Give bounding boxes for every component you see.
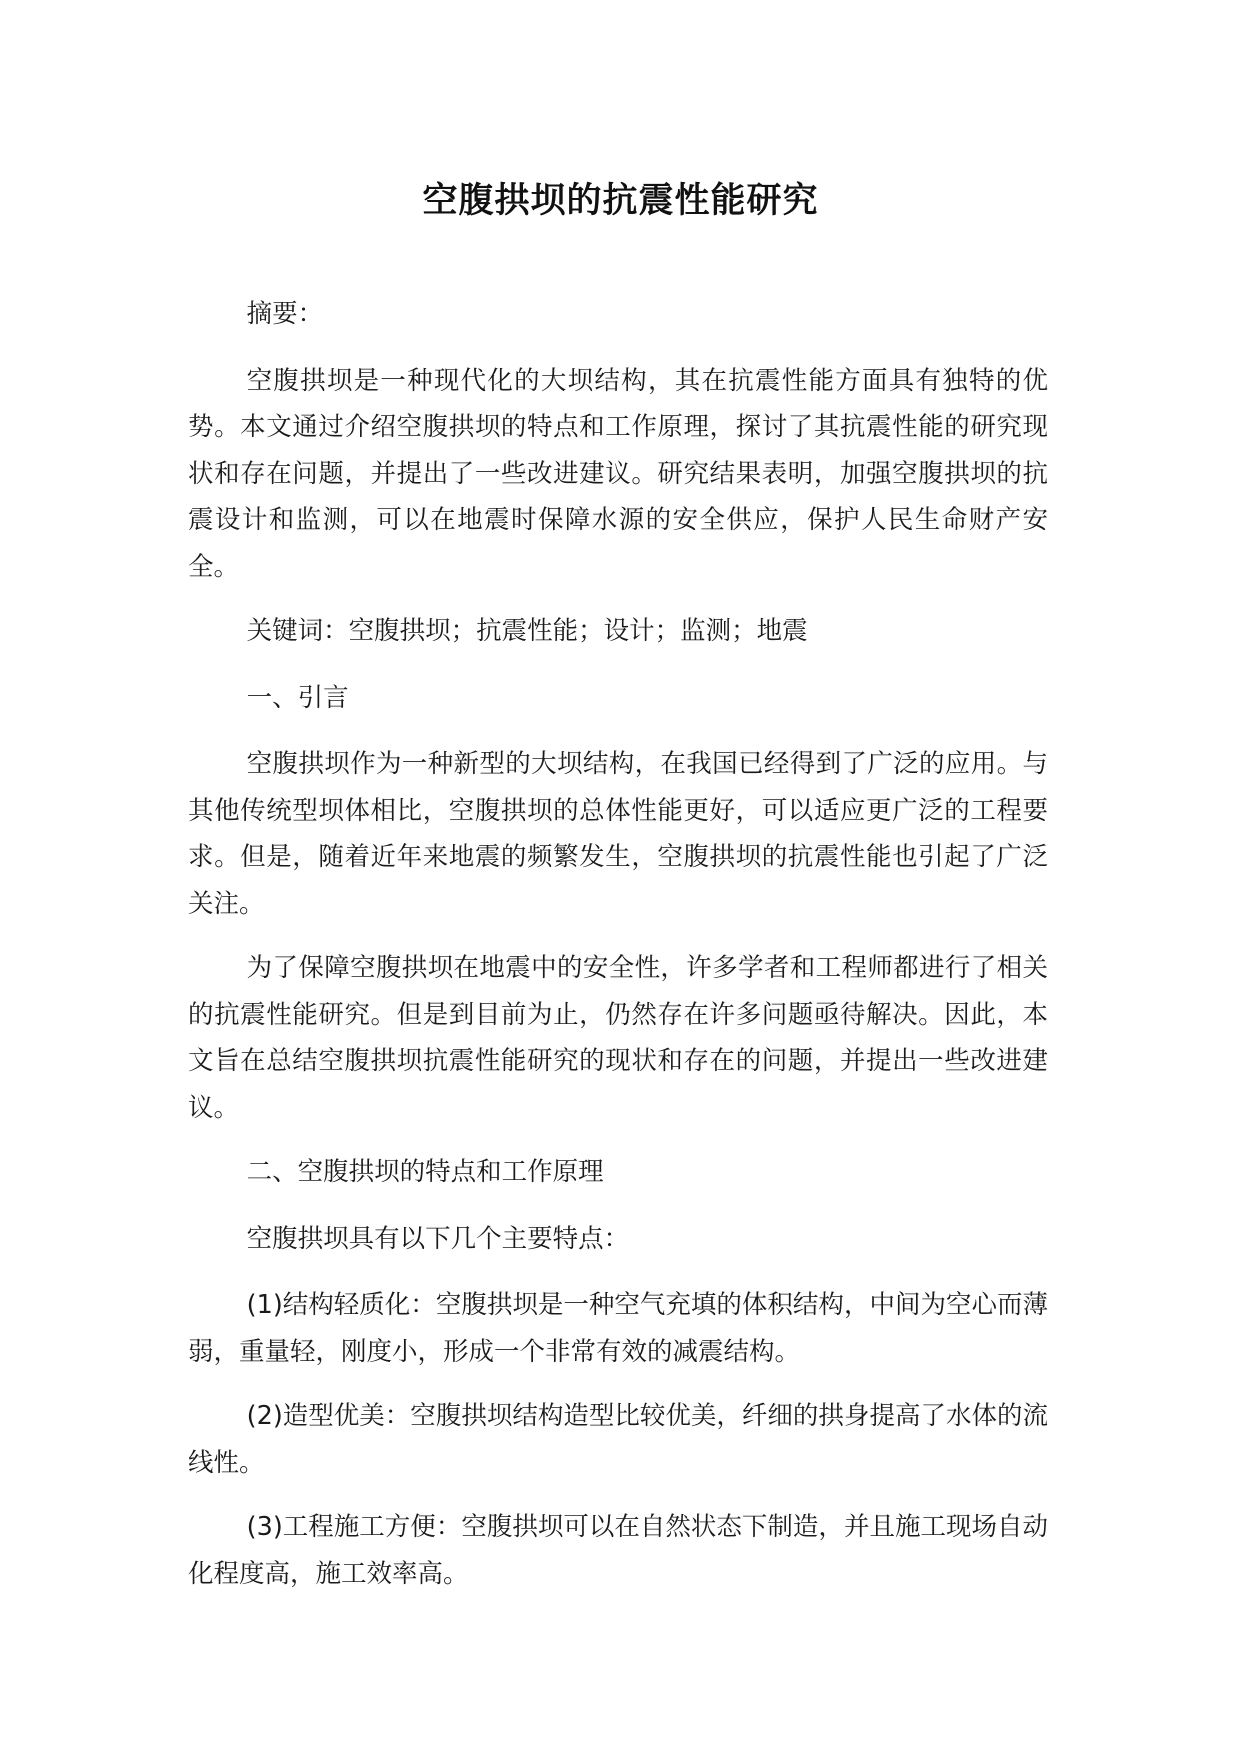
keywords-line: 关键词：空腹拱坝；抗震性能；设计；监测；地震	[246, 616, 808, 646]
introduction-paragraph-1: 空腹拱坝作为一种新型的大坝结构，在我国已经得到了广泛的应用。与其他传统型坝体相比，空腹拱坝的总体性能更好，可以适应更广泛的工程要求。但是，随着近年来地震的频繁发生，空腹拱坝的抗震性能也引起了广泛关注。	[188, 749, 1048, 919]
feature-item-2: (2)造型优美：空腹拱坝结构造型比较优美，纤细的拱身提高了水体的流线性。	[188, 1401, 1048, 1478]
abstract-paragraph: 空腹拱坝是一种现代化的大坝结构，其在抗震性能方面具有独特的优势。本文通过介绍空腹拱坝的特点和工作原理，探讨了其抗震性能的研究现状和存在问题，并提出了一些改进建议。研究结果表明，加强空腹拱坝的抗震设计和监测，可以在地震时保障水源的安全供应，保护人民生命财产安全。	[188, 365, 1048, 582]
abstract-heading: 摘要：	[246, 299, 324, 329]
feature-item-1: (1)结构轻质化：空腹拱坝是一种空气充填的体积结构，中间为空心而薄弱，重量轻，刚度小，形成一个非常有效的减震结构。	[188, 1290, 1048, 1367]
features-intro: 空腹拱坝具有以下几个主要特点：	[246, 1223, 630, 1254]
document-body	[188, 291, 1048, 1615]
section-heading-features: 二、空腹拱坝的特点和工作原理	[246, 1157, 604, 1187]
section-heading-introduction: 一、引言	[246, 682, 349, 713]
document-title: 空腹拱坝的抗震性能研究	[422, 181, 819, 221]
feature-item-3: (3)工程施工方便：空腹拱坝可以在自然状态下制造，并且施工现场自动化程度高，施工效率高。	[188, 1512, 1048, 1589]
introduction-paragraph-2: 为了保障空腹拱坝在地震中的安全性，许多学者和工程师都进行了相关的抗震性能研究。但是到目前为止，仍然存在许多问题亟待解决。因此，本文旨在总结空腹拱坝抗震性能研究的现状和存在的问题，并提出一些改进建议。	[188, 953, 1048, 1123]
